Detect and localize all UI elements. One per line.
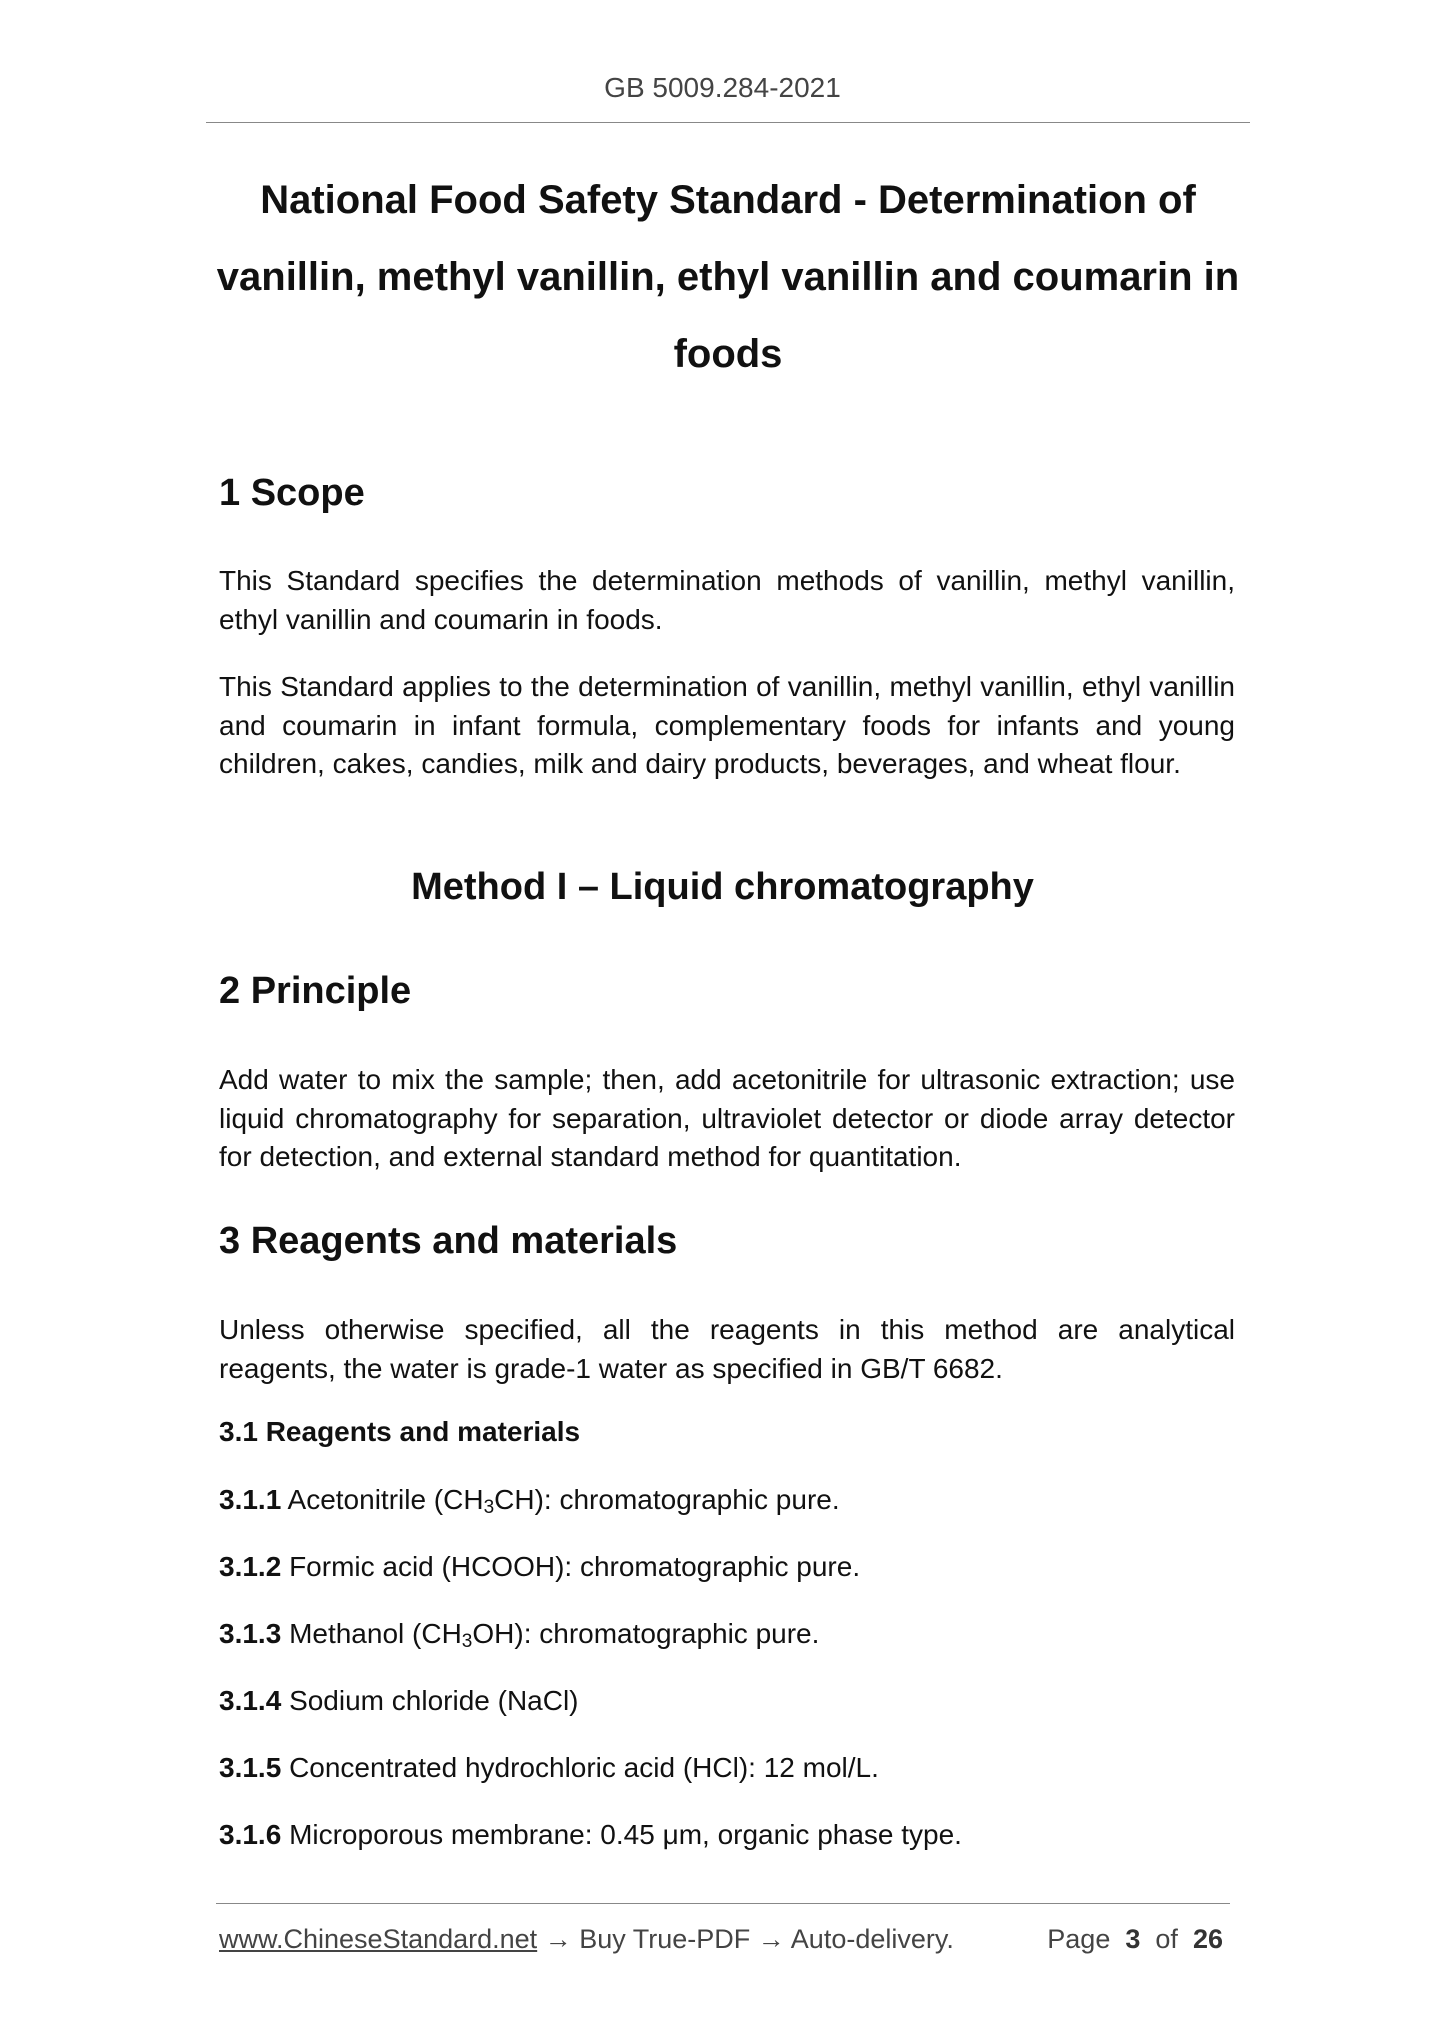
arrow-right-icon: → — [544, 1924, 572, 1954]
item-number: 3.1.3 — [219, 1618, 282, 1649]
website-link[interactable]: www.ChineseStandard.net — [219, 1924, 538, 1954]
item-text-post: OH): chromatographic pure. — [472, 1618, 820, 1649]
section-1-paragraph-1: This Standard specifies the determination methods of vanillin, methyl vanillin, ethyl vanillin and coumarin in foods. — [219, 565, 1235, 635]
list-item — [219, 1484, 840, 1519]
section-1-heading: 1 Scope — [219, 472, 365, 514]
item-number: 3.1.6 — [219, 1819, 282, 1850]
section-3-paragraph: Unless otherwise specified, all the reagents in this method are analytical reagents, the water is grade-1 water as specified in GB/T 6682. — [219, 1314, 1235, 1384]
header-doc-id: GB 5009.284-2021 — [604, 72, 841, 103]
header-divider — [206, 122, 1250, 123]
page-number — [1047, 1924, 1223, 1955]
list-item — [219, 1752, 879, 1784]
item-text: Microporous membrane: 0.45 μm, organic phase type. — [289, 1819, 962, 1850]
item-number: 3.1.5 — [219, 1752, 282, 1783]
auto-delivery-text: Auto-delivery. — [790, 1924, 954, 1954]
section-1-paragraph-2: This Standard applies to the determination of vanillin, methyl vanillin, ethyl vanillin and coumarin in infant formula, complementary foods for infants and young children, cakes, candies, milk and dairy products, beverages, and wheat flour. — [219, 671, 1235, 779]
item-number: 3.1.1 — [219, 1484, 282, 1515]
item-text: Sodium chloride (NaCl) — [289, 1685, 579, 1716]
arrow-right-icon: → — [757, 1924, 785, 1954]
list-item — [219, 1551, 860, 1583]
document-title: National Food Safety Standard - Determination of vanillin, methyl vanillin, ethyl vanillin and coumarin in foods — [216, 178, 1240, 376]
item-text-pre: Acetonitrile (CH — [287, 1484, 484, 1515]
item-text-post: CH): chromatographic pure. — [494, 1484, 840, 1515]
list-item — [219, 1685, 579, 1717]
footer-promo — [219, 1924, 954, 1955]
page-label: Page — [1047, 1924, 1111, 1954]
method-heading: Method I – Liquid chromatography — [411, 866, 1034, 908]
subscript: 3 — [483, 1497, 495, 1518]
item-text-pre: Methanol (CH — [289, 1618, 462, 1649]
buy-pdf-text: Buy True-PDF — [579, 1924, 751, 1954]
of-label: of — [1155, 1924, 1178, 1954]
total-pages: 26 — [1192, 1924, 1223, 1954]
section-2-paragraph: Add water to mix the sample; then, add acetonitrile for ultrasonic extraction; use liquid chromatography for separation, ultraviolet detector or diode array detector for detection, and external standard method for quantitation. — [219, 1064, 1235, 1172]
section-2-heading: 2 Principle — [219, 970, 412, 1012]
subsection-3-1-heading: 3.1 Reagents and materials — [219, 1416, 581, 1447]
item-text: Formic acid (HCOOH): chromatographic pure. — [289, 1551, 861, 1582]
footer-divider — [216, 1903, 1230, 1904]
section-3-heading: 3 Reagents and materials — [219, 1220, 678, 1262]
item-text: Concentrated hydrochloric acid (HCl): 12 mol/L. — [289, 1752, 879, 1783]
list-item — [219, 1618, 819, 1653]
item-number: 3.1.2 — [219, 1551, 282, 1582]
current-page: 3 — [1125, 1924, 1141, 1954]
list-item — [219, 1819, 962, 1851]
subscript: 3 — [461, 1631, 473, 1652]
item-number: 3.1.4 — [219, 1685, 282, 1716]
